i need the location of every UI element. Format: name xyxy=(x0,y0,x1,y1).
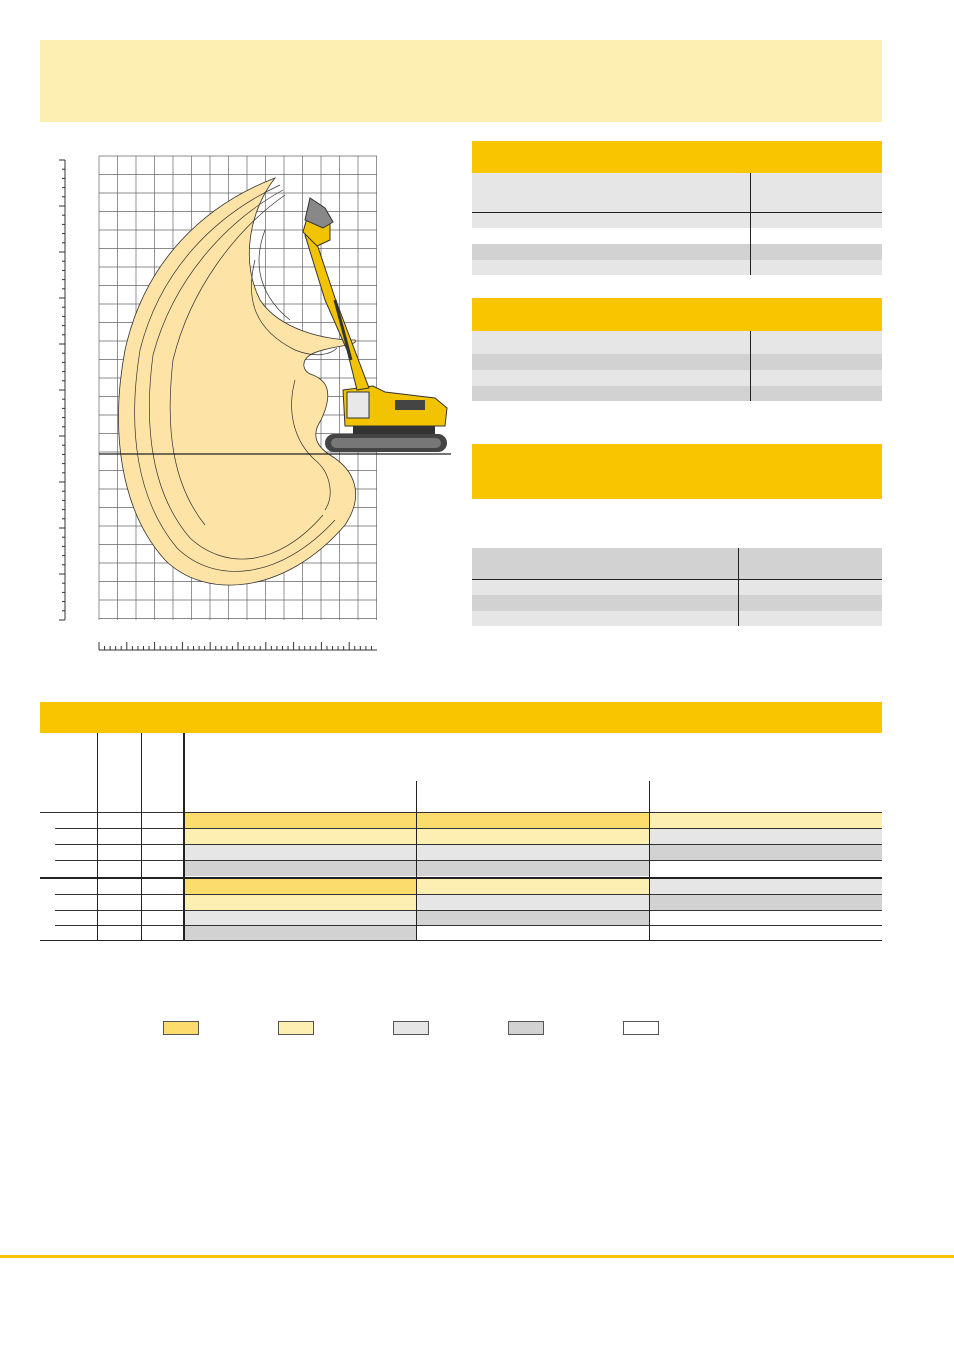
matrix-cell xyxy=(416,926,649,940)
legend-swatch xyxy=(278,1021,314,1035)
matrix-cell xyxy=(416,861,649,876)
matrix-cell xyxy=(649,895,882,910)
matrix-cell xyxy=(649,911,882,926)
matrix-cell xyxy=(184,879,416,894)
table2-header-bar xyxy=(472,298,882,331)
table3-row xyxy=(472,595,882,611)
legend-swatch xyxy=(393,1021,429,1035)
table2-row xyxy=(472,354,882,370)
table3-column-header xyxy=(472,548,882,579)
matrix-cell xyxy=(184,926,416,940)
matrix-cell xyxy=(416,911,649,926)
matrix-cell xyxy=(416,895,649,910)
table1-column-header xyxy=(472,173,882,213)
matrix-cell xyxy=(184,911,416,926)
table3-row xyxy=(472,580,882,595)
matrix-cell xyxy=(649,879,882,894)
footer-rule xyxy=(0,1255,954,1258)
matrix-cell xyxy=(416,813,649,828)
matrix-cell xyxy=(649,926,882,940)
matrix-cell xyxy=(184,813,416,828)
matrix-cell xyxy=(649,861,882,876)
matrix-cell xyxy=(416,845,649,860)
legend-swatch xyxy=(163,1021,199,1035)
table1-row xyxy=(472,213,882,228)
matrix-cell xyxy=(416,829,649,844)
legend-swatch xyxy=(508,1021,544,1035)
excavator-illustration xyxy=(303,198,447,452)
matrix-cell xyxy=(416,879,649,894)
table3-header-bar xyxy=(472,444,882,499)
table2-row xyxy=(472,331,882,354)
table1-row xyxy=(472,228,882,244)
table1-row xyxy=(472,260,882,275)
legend-swatch xyxy=(623,1021,659,1035)
matrix-cell xyxy=(649,845,882,860)
matrix-cell xyxy=(184,895,416,910)
table3-row xyxy=(472,611,882,626)
table2-row xyxy=(472,386,882,401)
matrix-cell xyxy=(184,861,416,876)
table1-header-bar xyxy=(472,141,882,173)
matrix-cell xyxy=(184,829,416,844)
matrix-header-bar xyxy=(40,702,882,733)
header-band xyxy=(40,40,882,122)
matrix-table xyxy=(40,733,882,943)
matrix-cell xyxy=(184,845,416,860)
matrix-cell xyxy=(649,829,882,844)
table1-row xyxy=(472,244,882,260)
table2-row xyxy=(472,370,882,386)
working-range-diagram xyxy=(55,150,455,660)
matrix-cell xyxy=(649,813,882,828)
